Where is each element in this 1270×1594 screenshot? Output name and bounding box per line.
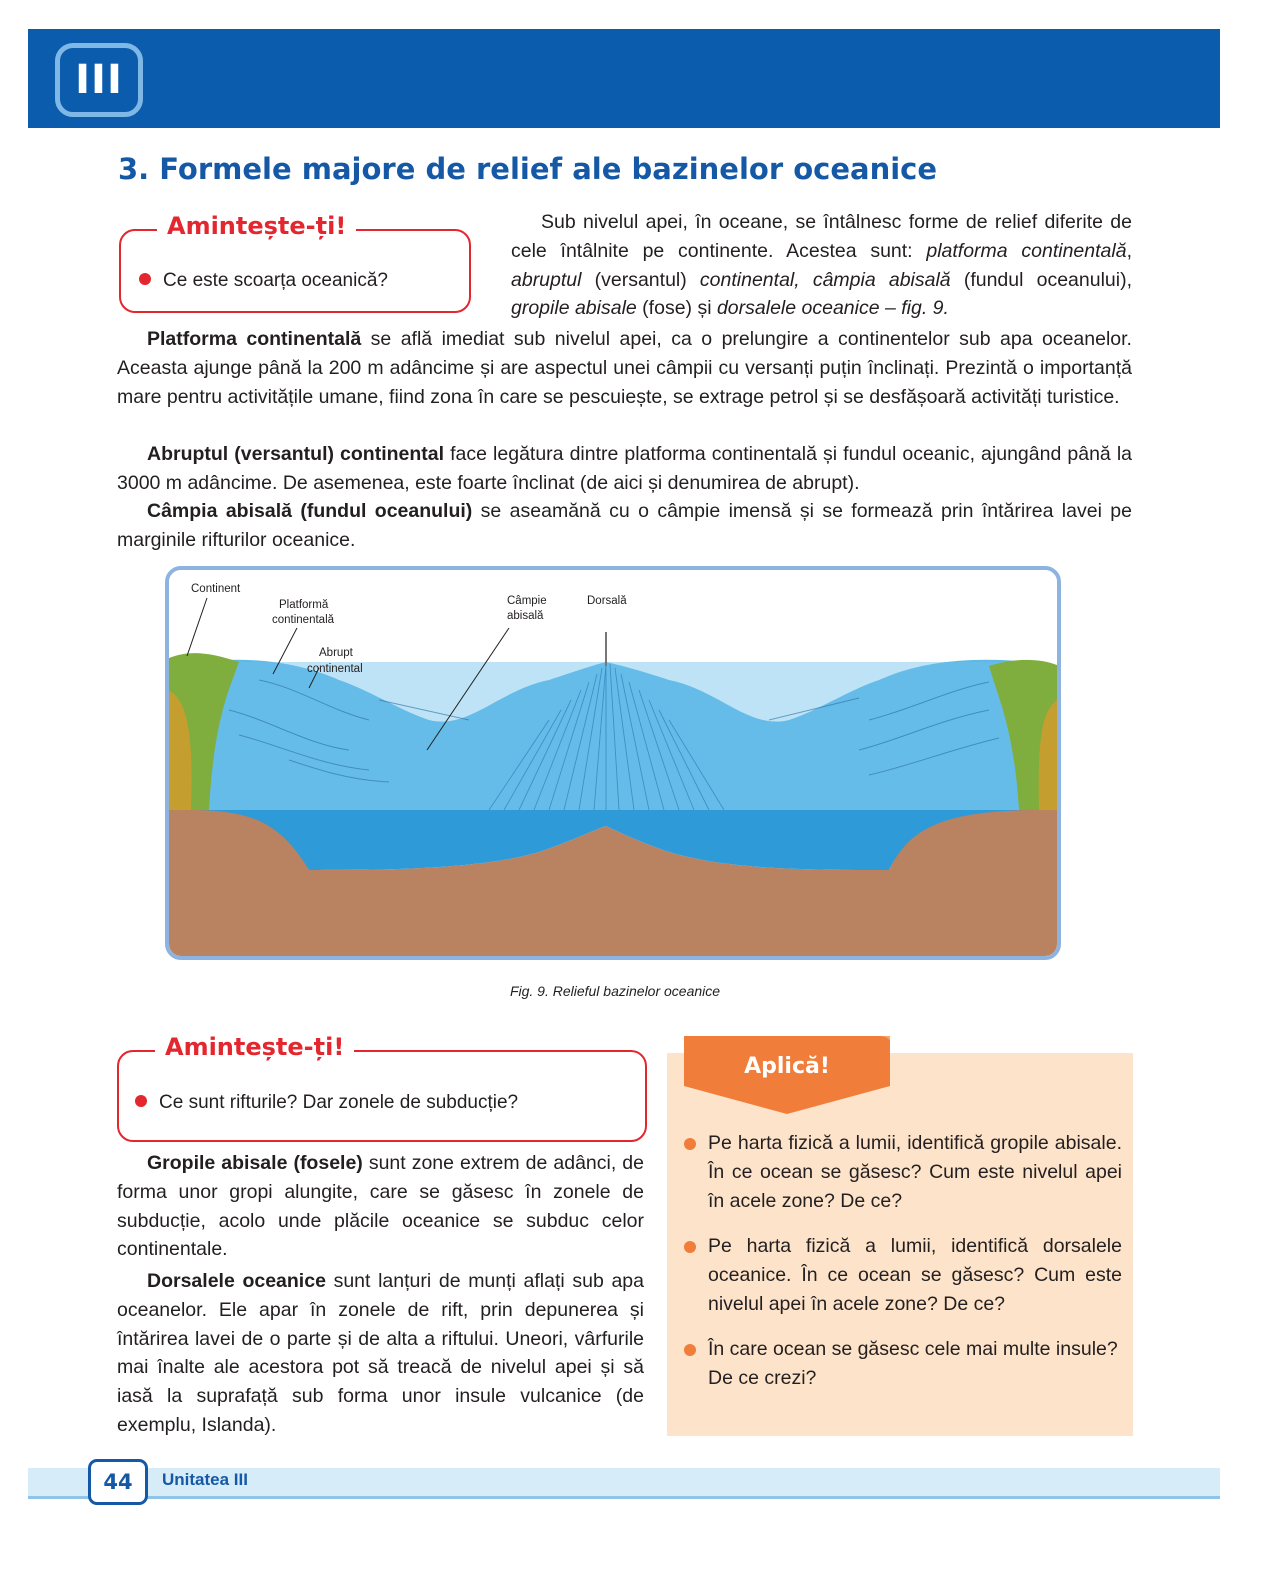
- term-ridges: Dorsalele oceanice: [147, 1270, 326, 1292]
- header-band: [28, 29, 1220, 128]
- label-ridge: Dorsală: [587, 595, 627, 607]
- recall-box-1: [119, 212, 471, 313]
- label-platform-1: Platformă: [279, 599, 329, 611]
- figure-caption: Fig. 9. Relieful bazinelor oceanice: [509, 983, 721, 999]
- term-abrupt: Abruptul (versantul) continental: [147, 443, 445, 465]
- intro-text-2: ,: [1126, 239, 1132, 262]
- label-platform-2: continentală: [272, 614, 335, 626]
- recall-question-1: [139, 270, 388, 292]
- text-platform: se află imediat sub nivelul apei, ca o prelungire a continentelor sub apa oceanelor. Aceasta ajunge până la 200 m adâncime și are aspectul unei câmpii cu versanți puțin înclinați. Prezintă o importanță mare pentru activitățile umane, fiind zona în care se pescuiește, se extrage petrol și se desfășoară activități turistice.: [117, 328, 1132, 408]
- bullet-icon: [684, 1138, 696, 1150]
- intro-text-5: (fose) și: [636, 297, 717, 320]
- paragraph-plain: [117, 497, 1132, 555]
- page-number: 44: [88, 1459, 148, 1505]
- recall-question-text-2: Ce sunt rifturile? Dar zonele de subducție?: [159, 1092, 519, 1113]
- paragraph-abrupt: [117, 440, 1132, 498]
- recall-box-2: [117, 1033, 647, 1142]
- apply-title: Aplică!: [744, 1054, 830, 1079]
- recall-title-2: Amintește-ți!: [155, 1033, 354, 1061]
- apply-item-text-1: Pe harta fizică a lumii, identifică gropile abisale. În ce ocean se găsesc? Cum este nivelul apei în acele zone? De ce?: [708, 1132, 1122, 1212]
- lesson-title: 3. Formele majore de relief ale bazinelor oceanice: [118, 152, 938, 186]
- intro-term-ridges: dorsalele oceanice – fig. 9.: [716, 297, 949, 320]
- paragraph-trenches: [117, 1149, 644, 1264]
- bullet-icon: [139, 273, 151, 285]
- label-plain-2: abisală: [507, 610, 544, 622]
- footer-unit-label: Unitatea III: [162, 1470, 248, 1489]
- text-trenches: sunt zone extrem de adânci, de forma unor gropi alungite, care se găsesc în zonele de subducție, acolo unde plăcile oceanice se subduc celor continentale.: [117, 1152, 644, 1261]
- bullet-icon: [684, 1241, 696, 1253]
- intro-term-trenches: gropile abisale: [511, 297, 637, 320]
- intro-paragraph: [511, 208, 1132, 323]
- recall-title-1: Amintește-ți!: [157, 212, 356, 240]
- text-plain: se aseamănă cu o câmpie imensă și se formează prin întărirea lavei pe marginile rifturilor oceanice.: [117, 500, 1132, 551]
- paragraph-platform: [117, 325, 1132, 411]
- intro-term-abrupt: abruptul: [511, 268, 582, 291]
- apply-item-text-3: În care ocean se găsesc cele mai multe insule? De ce crezi?: [708, 1338, 1118, 1389]
- intro-term-platform: platforma continentală: [926, 239, 1127, 262]
- apply-item: [684, 1232, 1122, 1318]
- label-abrupt-2: continental: [307, 663, 363, 675]
- bullet-icon: [684, 1344, 696, 1356]
- text-ridges: sunt lanțuri de munți aflați sub apa oceanelor. Ele apar în zonele de rift, prin depunerea și întărirea lavei de o parte și de alta a riftului. Uneori, vârfurile mai înalte ale acestora pot să treacă de nivelul apei și să iasă la suprafață sub forma unor insule vulcanice (de exemplu, Islanda).: [117, 1270, 644, 1436]
- bullet-icon: [135, 1095, 147, 1107]
- unit-badge: III: [55, 43, 143, 117]
- term-platform: Platforma continentală: [147, 328, 362, 350]
- label-abrupt-1: Abrupt: [319, 647, 353, 659]
- apply-item: [684, 1129, 1122, 1215]
- label-continent: Continent: [191, 583, 241, 595]
- apply-item: [684, 1335, 1122, 1393]
- term-plain: Câmpia abisală (fundul oceanului): [147, 500, 473, 522]
- intro-term-plain: continental, câmpia abisală: [699, 268, 951, 291]
- label-plain-1: Câmpie: [507, 595, 547, 607]
- intro-text-4: (fundul oceanului),: [950, 268, 1133, 291]
- apply-item-text-2: Pe harta fizică a lumii, identifică dorsalele oceanice. În ce ocean se găsesc? Cum este nivelul apei în acele zone? De ce?: [708, 1235, 1122, 1315]
- term-trenches: Gropile abisale (fosele): [147, 1152, 363, 1174]
- ocean-relief-figure: [165, 566, 1061, 960]
- ocean-relief-illustration: [169, 570, 1057, 956]
- intro-text-1: Sub nivelul apei, în oceane, se întâlnesc forme de relief diferite de cele întâlnite pe continente. Acestea sunt:: [511, 211, 1132, 262]
- paragraph-ridges: [117, 1267, 644, 1440]
- recall-question-2: [135, 1092, 518, 1114]
- text-abrupt: face legătura dintre platforma continentală și fundul oceanic, ajungând până la 3000 m adâncime. De asemenea, este foarte înclinat (de aici și denumirea de abrupt).: [117, 443, 1132, 494]
- intro-text-3: (versantul): [581, 268, 700, 291]
- recall-question-text-1: Ce este scoarța oceanică?: [163, 270, 388, 291]
